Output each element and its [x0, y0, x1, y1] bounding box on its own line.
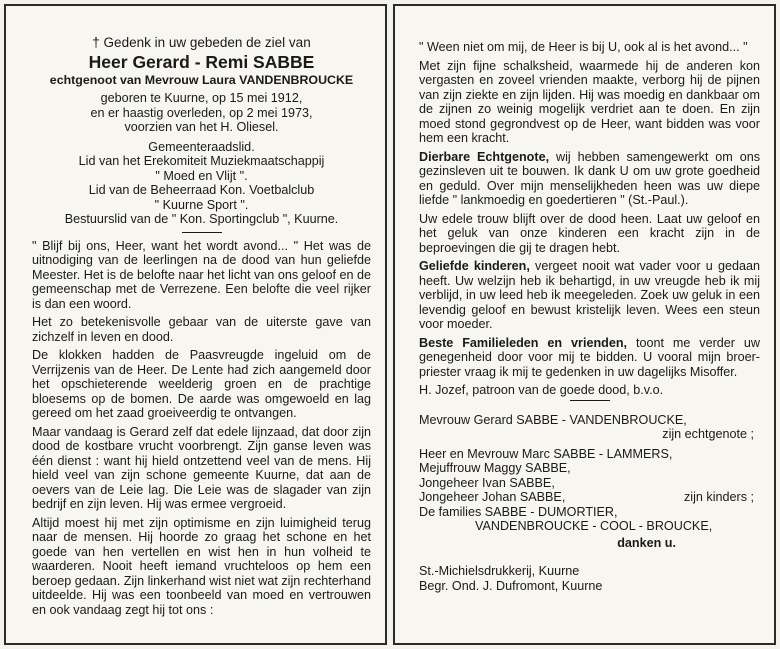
child-line: Jongeheer Johan SABBE,: [419, 490, 566, 504]
left-page: [4, 4, 387, 645]
paragraph: " Blijf bij ons, Heer, want het wordt avond... " Het was de uitnodiging van de leerlingen na de dood van hun geliefde Meester. Het is de belofte naar het licht van ons geloof en de gemeenschap met de Verrezene. Een belofte die veel rijker is dan een woord.: [32, 238, 371, 311]
paragraph: Uw edele trouw blijft over de dood heen. Laat uw geloof en het geluk van onze kinderen een kracht zijn in de beproevingen die gij te dragen hebt.: [419, 211, 760, 255]
widow-line: Mevrouw Gerard SABBE - VANDENBROUCKE,: [419, 412, 687, 427]
bio-block: [32, 91, 371, 135]
family-line: De families SABBE - DUMORTIER,: [419, 504, 618, 519]
paragraph-family: [419, 336, 760, 380]
deceased-name: Heer Gerard - Remi SABBE: [88, 51, 315, 72]
child-line: Heer en Mevrouw Marc SABBE - LAMMERS,: [419, 446, 673, 461]
opening-line: † Gedenk in uw gebeden de ziel van: [92, 35, 311, 50]
divider: [570, 400, 610, 401]
paragraph: Het zo betekenisvolle gebaar van de uiterste gave van zichzelf in leven en dood.: [32, 315, 371, 344]
undertaker-line: Begr. Ond. J. Dufromont, Kuurne: [419, 578, 603, 593]
thanks-line: danken u.: [617, 535, 676, 550]
paragraph: Maar vandaag is Gerard zelf dat edele lijnzaad, dat door zijn dood de kostbare vrucht voorbrengt. Zijn ganse leven was één dienst : want hij hield ontzettend veel van de mens. Hij hield veel van zijn schone gemeente Kuurne, dat aan de oevers van de Leie lag. Die Leie was de slagader van zijn bedrijf en zijn leven. Hij was ermee vergroeid.: [32, 424, 371, 511]
child-line: Jongeheer Ivan SABBE,: [419, 475, 555, 490]
paragraph: " Ween niet om mij, de Heer is bij U, ook al is het avond... ": [419, 40, 748, 54]
children-role: zijn kinders ;: [684, 490, 754, 504]
printer-block: [419, 564, 760, 593]
left-column: [32, 36, 371, 617]
spouse-line: echtgenoot van Mevrouw Laura VANDENBROUCKE: [49, 72, 354, 87]
paragraph-text: toont me verder uw genegenheid door voor mij te bidden. U vooral mijn broer-priester vraag ik mij te gedenken in uw dagelijks Misoffer.: [419, 335, 760, 379]
prayer-line: H. Jozef, patroon van de goede dood, b.v.o.: [419, 383, 664, 397]
function-line: Lid van het Erekomiteit Muziekmaatschappij: [78, 154, 325, 168]
function-line: " Moed en Vlijt ".: [155, 168, 248, 183]
lead-family: Beste Familieleden en vrienden,: [419, 335, 628, 350]
printer-line: St.-Michielsdrukkerij, Kuurne: [419, 564, 580, 578]
paragraph-spouse: [419, 150, 760, 208]
function-line: " Kuurne Sport ".: [154, 197, 249, 212]
widow-role: zijn echtgenote ;: [662, 427, 754, 441]
lead-spouse: Dierbare Echtgenote,: [419, 149, 550, 164]
paragraph: De klokken hadden de Paasvreugde ingeluid om de Verrijzenis van de Heer. De Lente had zich aangemeld door het opschieterende weelderig groen en de prachtige bloesems op de bomen. De aarde was omgewoeld en lag gereed om het zaad groeiveerdig te ontvangen.: [32, 348, 371, 420]
function-line: Bestuurslid van de " Kon. Sportingclub ", Kuurne.: [64, 212, 339, 226]
divider: [182, 232, 222, 233]
functions-block: [32, 140, 371, 227]
paragraph: Altijd moest hij met zijn optimisme en zijn luimigheid terug naar de mensen. Hij hoorde zo graag het schone en het goede van hen vertellen en wist hen in hun volheid te waarderen. Nooit heeft iemand vruchteloos op hem een beroep gedaan. Zijn linkerhand wist niet wat zijn rechterhand uitdeelde. Hij was een toonbeeld van moed en vertrouwen en ook vandaag zegt hij tot ons :: [32, 515, 371, 617]
family-block: [419, 413, 760, 551]
family-line: VANDENBROUCKE - COOL - BROUCKE,: [475, 519, 713, 533]
paragraph-text: wij hebben samengewerkt om ons gezinsleven uit te bouwen. Ik dank U om uw grote goedheid en geduld. Over mijn menselijkheden heen was uw diepe liefde " lankmoedig en goedertieren " (St.-Paul.).: [419, 149, 761, 207]
birth-line: geboren te Kuurne, op 15 mei 1912,: [100, 91, 303, 105]
children-row: [419, 490, 760, 505]
right-column: [419, 40, 760, 593]
paragraph-text: vergeet nooit wat vader voor u gedaan heeft. Uw welzijn heb ik behartigd, in uw vreugde heb ik mij verblijd, in uw leed heb ik meegeleden. Zoek uw geluk in een levendig geloof en bewust kristelijk leven. Wees een steun voor moeder.: [419, 259, 760, 331]
paragraph-children: [419, 259, 760, 332]
child-line: Mejuffrouw Maggy SABBE,: [419, 461, 571, 475]
right-page: [393, 4, 776, 645]
death-line: en er haastig overleden, op 2 mei 1973,: [90, 105, 313, 120]
sacrament-line: voorzien van het H. Oliesel.: [124, 120, 279, 134]
function-line: Lid van de Beheerraad Kon. Voetbalclub: [88, 183, 315, 197]
paragraph: Met zijn fijne schalksheid, waarmede hij de anderen kon vergasten en zoveel vrienden maakte, verborg hij de pijnen van zijn ziekte en zijn lijden. Hij was moedig en dankbaar om de zijnen zo weinig mogelijk verdriet aan te doen. En zijn moed stond gegrondvest op de Heer, want bidden was voor hem een kracht.: [419, 58, 760, 145]
function-line: Gemeenteraadslid.: [148, 139, 255, 154]
lead-children: Geliefde kinderen,: [419, 259, 530, 273]
